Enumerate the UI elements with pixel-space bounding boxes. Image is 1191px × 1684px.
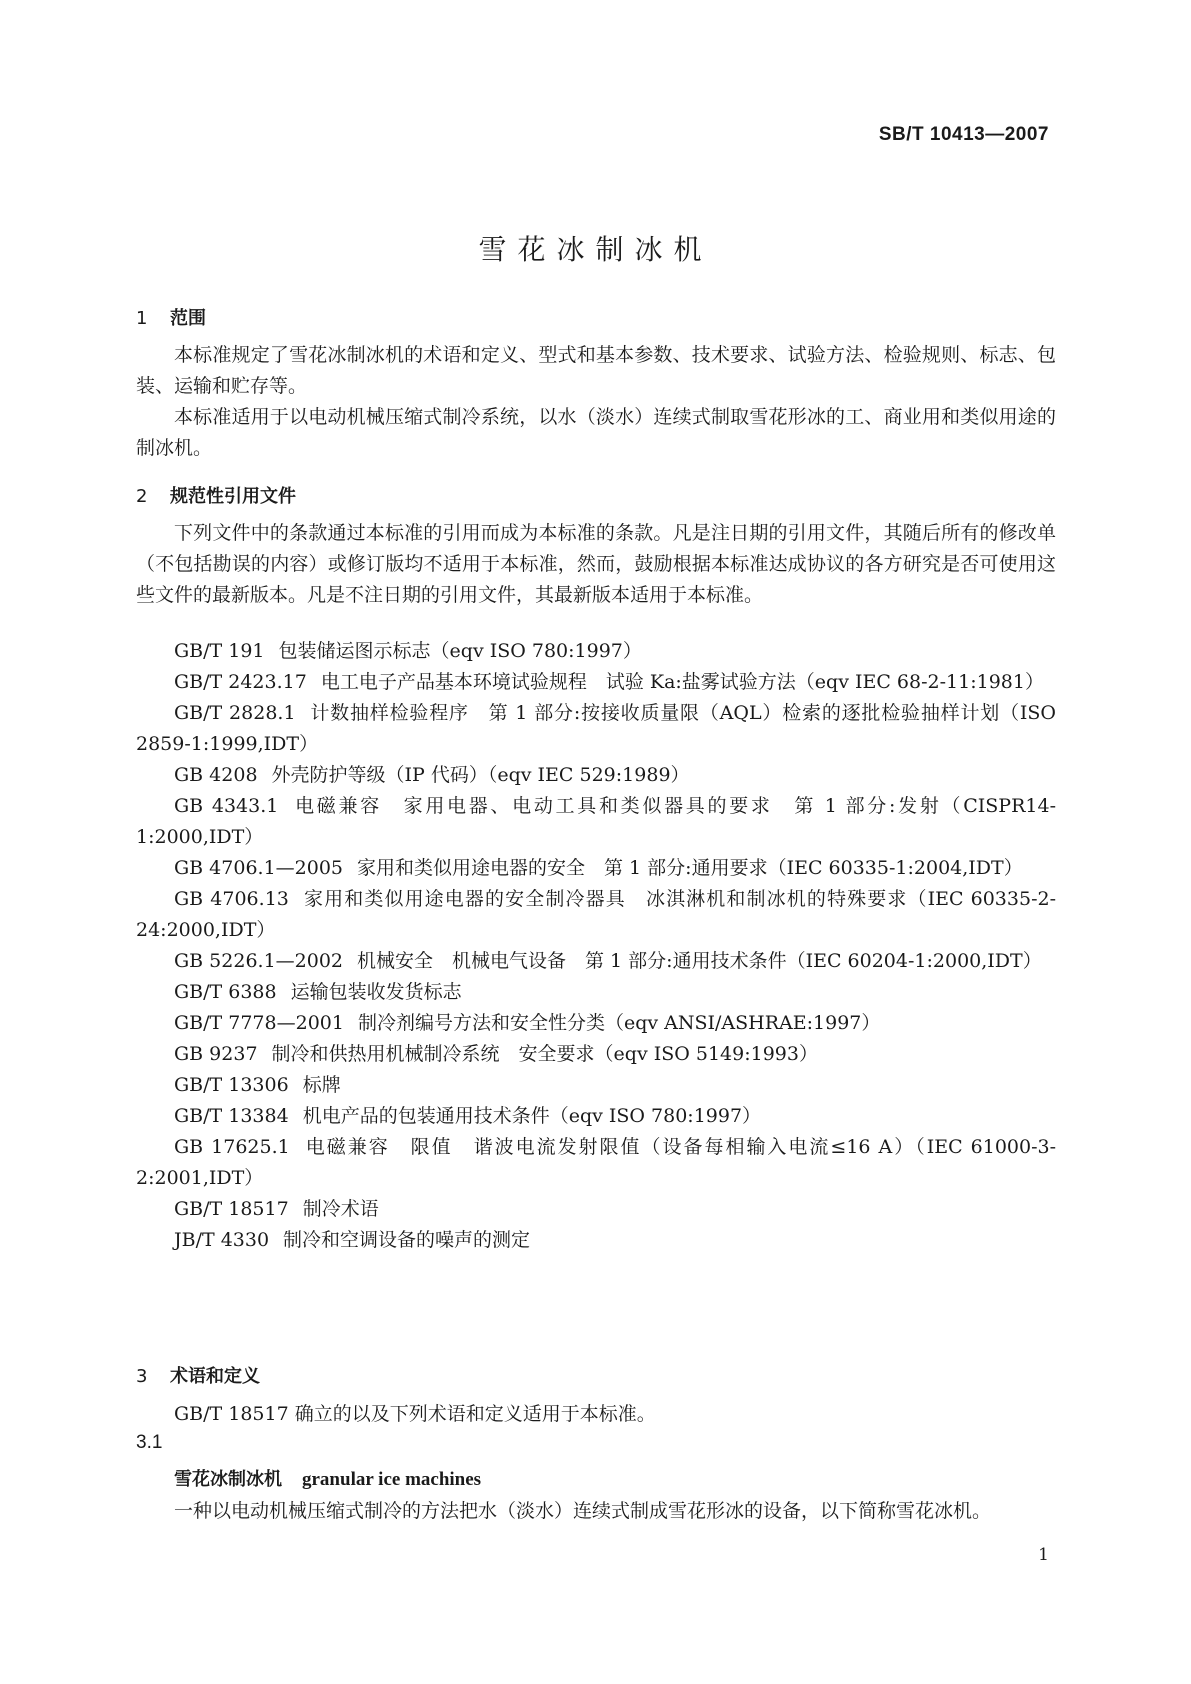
reference-title: 制冷术语 bbox=[302, 1198, 379, 1220]
section-title: 术语和定义 bbox=[170, 1366, 260, 1387]
reference-item bbox=[136, 1070, 1056, 1101]
reference-title: 包装储运图示标志（eqv ISO 780:1997） bbox=[278, 640, 642, 662]
reference-code: GB 4706.1—2005 bbox=[174, 857, 344, 879]
document-title: 雪花冰制冰机 bbox=[478, 233, 713, 266]
reference-item bbox=[136, 1225, 1056, 1256]
section-title: 规范性引用文件 bbox=[170, 486, 296, 507]
reference-code: GB/T 7778—2001 bbox=[174, 1012, 344, 1034]
reference-code: GB 9237 bbox=[174, 1043, 258, 1065]
reference-title: 家用和类似用途电器的安全制冷器具 冰淇淋机和制冰机的特殊要求（IEC 60335-2-24:2000,IDT） bbox=[136, 888, 1057, 941]
reference-item bbox=[136, 791, 1056, 853]
standard-code: SB/T 10413—2007 bbox=[878, 124, 1049, 145]
section-heading-terms-definitions bbox=[136, 1362, 260, 1388]
reference-code: GB 4706.13 bbox=[174, 888, 289, 910]
reference-title: 制冷和供热用机械制冷系统 安全要求（eqv ISO 5149:1993） bbox=[271, 1043, 818, 1065]
reference-title: 电工电子产品基本环境试验规程 试验 Ka:盐雾试验方法（eqv IEC 68-2-11:1981） bbox=[320, 671, 1044, 693]
reference-code: JB/T 4330 bbox=[174, 1229, 270, 1251]
terms-intro-paragraph: GB/T 18517 确立的以及下列术语和定义适用于本标准。 bbox=[174, 1403, 656, 1425]
term-heading bbox=[174, 1465, 481, 1491]
reference-title: 机电产品的包装通用技术条件（eqv ISO 780:1997） bbox=[302, 1105, 762, 1127]
section-heading-scope bbox=[136, 304, 206, 330]
reference-code: GB 4208 bbox=[174, 764, 258, 786]
reference-item bbox=[136, 946, 1056, 977]
reference-title: 外壳防护等级（IP 代码）（eqv IEC 529:1989） bbox=[271, 764, 690, 786]
reference-title: 制冷和空调设备的噪声的测定 bbox=[283, 1229, 531, 1251]
term-number: 3.1 bbox=[136, 1432, 163, 1453]
reference-title: 计数抽样检验程序 第 1 部分:按接收质量限（AQL）检索的逐批检验抽样计划（ISO 2859-1:1999,IDT） bbox=[136, 702, 1056, 755]
reference-code: GB 4343.1 bbox=[174, 795, 279, 817]
section-number: 3 bbox=[136, 1366, 148, 1387]
reference-code: GB/T 18517 bbox=[174, 1198, 289, 1220]
reference-code: GB/T 13384 bbox=[174, 1105, 289, 1127]
reference-code: GB/T 2423.17 bbox=[174, 671, 307, 693]
reference-title: 制冷剂编号方法和安全性分类（eqv ANSI/ASHRAE:1997） bbox=[357, 1012, 881, 1034]
reference-title: 电磁兼容 限值 谐波电流发射限值（设备每相输入电流≤16 A）（IEC 61000-3-2:2001,IDT） bbox=[136, 1136, 1057, 1189]
reference-title: 家用和类似用途电器的安全 第 1 部分:通用要求（IEC 60335-1:2004,IDT） bbox=[357, 857, 1023, 879]
reference-code: GB 5226.1—2002 bbox=[174, 950, 344, 972]
reference-item bbox=[136, 1008, 1056, 1039]
term-definition: 一种以电动机械压缩式制冷的方法把水（淡水）连续式制成雪花形冰的设备，以下简称雪花冰机。 bbox=[174, 1500, 992, 1522]
scope-paragraph-2: 本标准适用于以电动机械压缩式制冷系统，以水（淡水）连续式制取雪花形冰的工、商业用和类似用途的制冰机。 bbox=[136, 406, 1056, 459]
reference-list bbox=[136, 636, 1056, 1256]
reference-title: 运输包装收发货标志 bbox=[290, 981, 462, 1003]
reference-title: 标牌 bbox=[302, 1074, 341, 1096]
reference-code: GB/T 13306 bbox=[174, 1074, 289, 1096]
reference-item bbox=[136, 1101, 1056, 1132]
scope-paragraph-1: 本标准规定了雪花冰制冰机的术语和定义、型式和基本参数、技术要求、试验方法、检验规则、标志、包装、运输和贮存等。 bbox=[136, 344, 1056, 397]
reference-code: GB/T 191 bbox=[174, 640, 265, 662]
reference-title: 电磁兼容 家用电器、电动工具和类似器具的要求 第 1 部分:发射（CISPR14-1:2000,IDT） bbox=[136, 795, 1056, 848]
reference-item bbox=[136, 1039, 1056, 1070]
reference-item bbox=[136, 853, 1056, 884]
page-number: 1 bbox=[1038, 1545, 1049, 1565]
reference-item bbox=[136, 636, 1056, 667]
reference-item bbox=[136, 1132, 1056, 1194]
reference-item bbox=[136, 977, 1056, 1008]
section-number: 1 bbox=[136, 308, 148, 329]
term-english: granular ice machines bbox=[302, 1469, 482, 1490]
normative-intro-paragraph: 下列文件中的条款通过本标准的引用而成为本标准的条款。凡是注日期的引用文件，其随后所有的修改单（不包括勘误的内容）或修订版均不适用于本标准，然而，鼓励根据本标准达成协议的各方研究是否可使用这些文件的最新版本。凡是不注日期的引用文件，其最新版本适用于本标准。 bbox=[136, 522, 1056, 606]
reference-item bbox=[136, 667, 1056, 698]
reference-code: GB 17625.1 bbox=[174, 1136, 290, 1158]
section-number: 2 bbox=[136, 486, 148, 507]
reference-item bbox=[136, 760, 1056, 791]
reference-code: GB/T 2828.1 bbox=[174, 702, 296, 724]
reference-item bbox=[136, 698, 1056, 760]
reference-item bbox=[136, 1194, 1056, 1225]
section-title: 范围 bbox=[170, 308, 206, 329]
section-heading-normative-references bbox=[136, 482, 296, 508]
reference-title: 机械安全 机械电气设备 第 1 部分:通用技术条件（IEC 60204-1:2000,IDT） bbox=[357, 950, 1042, 972]
reference-code: GB/T 6388 bbox=[174, 981, 277, 1003]
term-chinese: 雪花冰制冰机 bbox=[174, 1469, 282, 1490]
reference-item bbox=[136, 884, 1056, 946]
